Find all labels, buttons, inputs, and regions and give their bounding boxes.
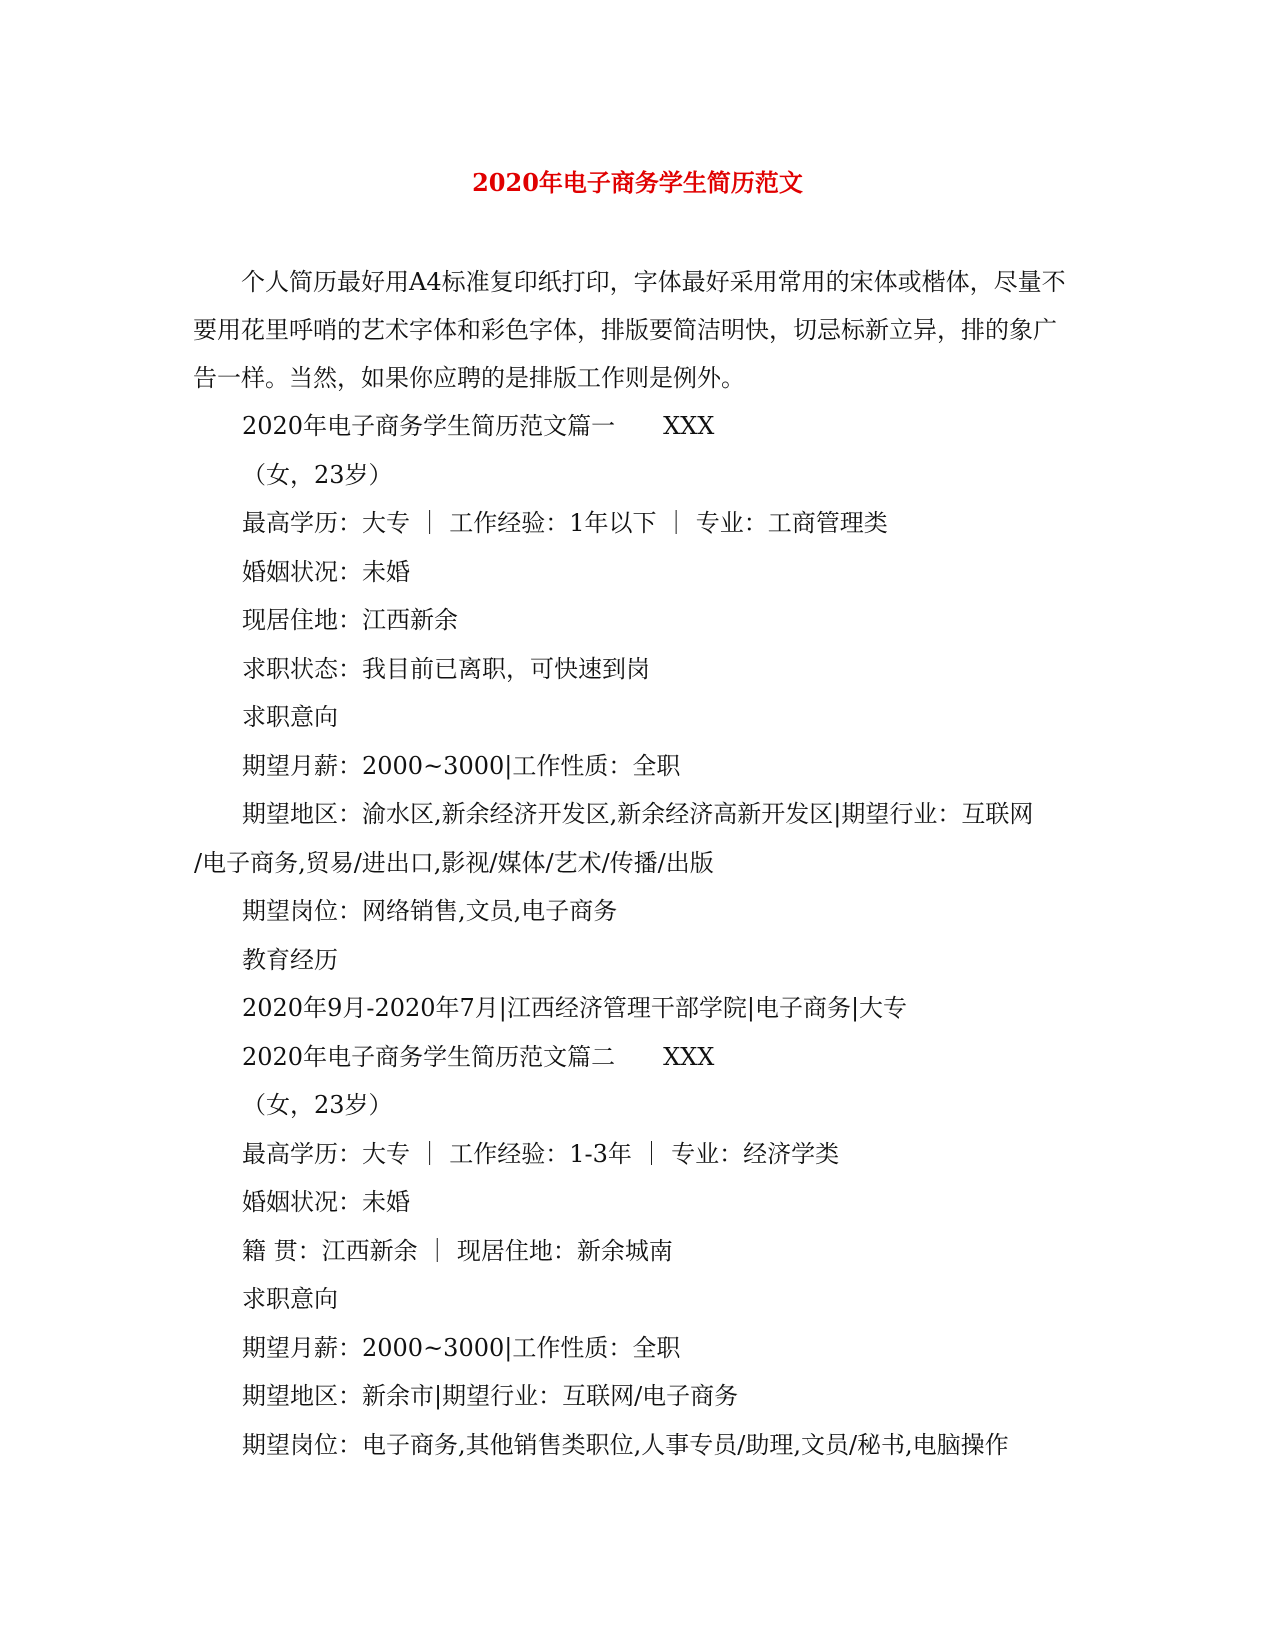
resume1-residence: 现居住地：江西新余 <box>242 606 458 634</box>
resume1-name: XXX <box>663 412 715 440</box>
resume2-education-line: 最高学历：大专 ｜ 工作经验：1-3年 ｜ 专业：经济学类 <box>242 1139 840 1168</box>
resume2-origin-line: 籍 贯：江西新余 ｜ 现居住地：新余城南 <box>242 1236 673 1265</box>
resume1-edu-heading: 教育经历 <box>242 945 338 974</box>
resume2-salary-line: 期望月薪：2000~3000|工作性质：全职 <box>242 1333 681 1362</box>
resume2-intent-heading: 求职意向 <box>242 1285 338 1313</box>
resume2-area-line: 期望地区：新余市|期望行业：互联网/电子商务 <box>242 1382 739 1410</box>
intro-paragraph: 个人简历最好用A4标准复印纸打印，字体最好采用常用的宋体或楷体，尽量不要用花里呼哨的艺术字体和彩色字体，排版要简洁明快，切忌标新立异，排的象广告一样。当然，如果你应聘的是排版工作则是例外。 <box>193 268 1066 392</box>
resume2-marital: 婚姻状况：未婚 <box>242 1188 410 1216</box>
resume1-intent-heading: 求职意向 <box>242 703 338 731</box>
resume-content <box>194 402 1082 1469</box>
resume1-heading: 2020年电子商务学生简历范文篇一 <box>242 412 616 440</box>
resume1-heading-line <box>242 402 1082 451</box>
resume1-area-line-2: /电子商务,贸易/进出口,影视/媒体/艺术/传播/出版 <box>194 848 714 877</box>
resume1-marital: 婚姻状况：未婚 <box>242 557 410 586</box>
resume2-gender-age: （女，23岁） <box>242 1091 393 1119</box>
resume2-heading: 2020年电子商务学生简历范文篇二 <box>242 1042 616 1071</box>
resume1-salary-line: 期望月薪：2000~3000|工作性质：全职 <box>242 751 681 780</box>
document-title: 2020年电子商务学生简历范文 <box>472 168 803 197</box>
resume1-positions: 期望岗位：网络销售,文员,电子商务 <box>242 897 618 925</box>
resume2-name: XXX <box>663 1042 715 1071</box>
resume1-area-line-1: 期望地区：渝水区,新余经济开发区,新余经济高新开发区|期望行业：互联网 <box>242 800 1034 828</box>
resume1-gender-age: （女，23岁） <box>242 460 393 489</box>
resume1-edu-entry: 2020年9月-2020年7月|江西经济管理干部学院|电子商务|大专 <box>242 994 908 1022</box>
resume1-job-status: 求职状态：我目前已离职，可快速到岗 <box>242 654 650 683</box>
resume2-positions: 期望岗位：电子商务,其他销售类职位,人事专员/助理,文员/秘书,电脑操作 <box>242 1430 1009 1459</box>
resume2-heading-line <box>242 1033 1082 1082</box>
resume1-education-line: 最高学历：大专 ｜ 工作经验：1年以下 ｜ 专业：工商管理类 <box>242 509 888 537</box>
